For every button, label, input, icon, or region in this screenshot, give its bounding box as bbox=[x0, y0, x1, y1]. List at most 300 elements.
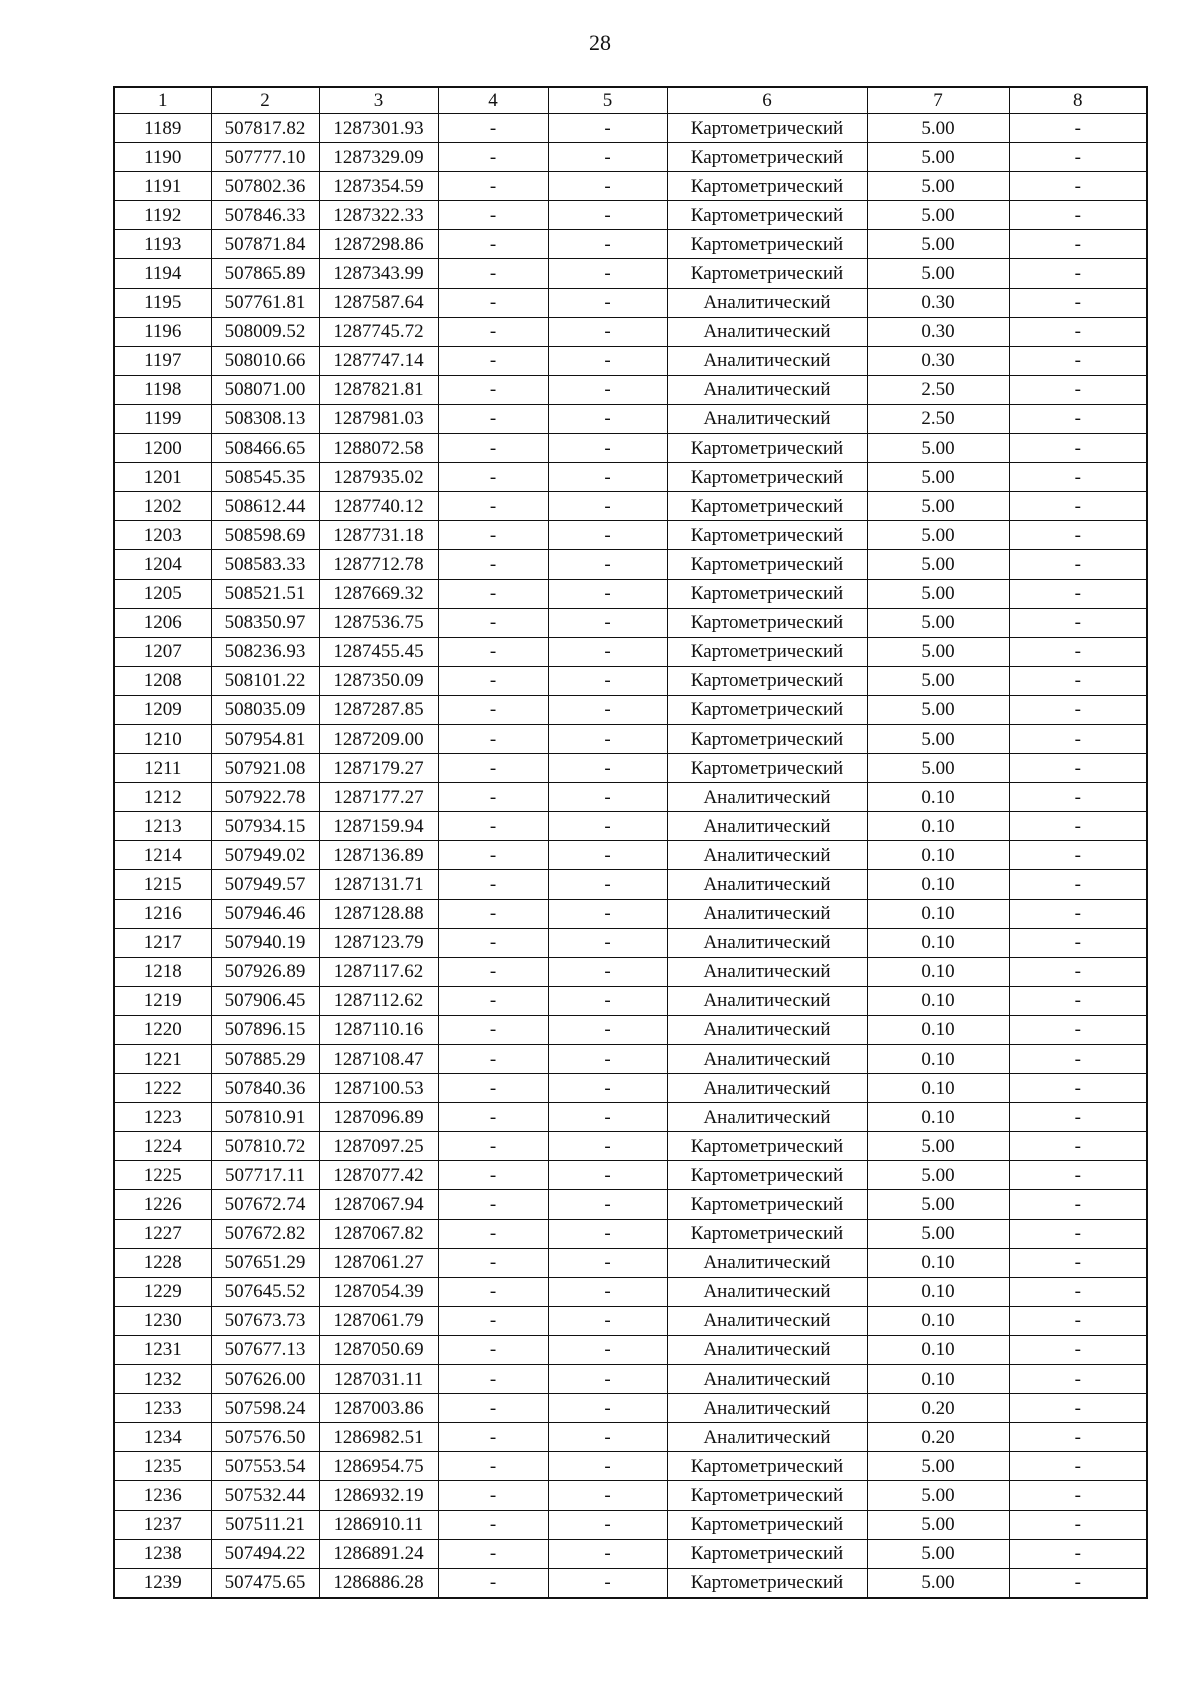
point-number-cell: 1231 bbox=[114, 1335, 211, 1364]
col4-cell: - bbox=[438, 1365, 548, 1394]
method-cell: Картометрический bbox=[667, 579, 867, 608]
col8-cell: - bbox=[1009, 521, 1147, 550]
col4-cell: - bbox=[438, 230, 548, 259]
column-header: 6 bbox=[667, 87, 867, 114]
x-coordinate-cell: 507494.22 bbox=[211, 1539, 319, 1568]
col8-cell: - bbox=[1009, 1335, 1147, 1364]
method-cell: Картометрический bbox=[667, 1568, 867, 1598]
point-number-cell: 1225 bbox=[114, 1161, 211, 1190]
col5-cell: - bbox=[548, 608, 667, 637]
col8-cell: - bbox=[1009, 1132, 1147, 1161]
col8-cell: - bbox=[1009, 172, 1147, 201]
table-row bbox=[114, 724, 1147, 753]
method-cell: Аналитический bbox=[667, 870, 867, 899]
y-coordinate-cell: 1287712.78 bbox=[319, 550, 438, 579]
y-coordinate-cell: 1287108.47 bbox=[319, 1045, 438, 1074]
x-coordinate-cell: 507906.45 bbox=[211, 986, 319, 1015]
accuracy-cell: 5.00 bbox=[867, 201, 1009, 230]
col4-cell: - bbox=[438, 317, 548, 346]
col8-cell: - bbox=[1009, 1277, 1147, 1306]
point-number-cell: 1198 bbox=[114, 375, 211, 404]
table-row bbox=[114, 812, 1147, 841]
point-number-cell: 1191 bbox=[114, 172, 211, 201]
col8-cell: - bbox=[1009, 957, 1147, 986]
accuracy-cell: 5.00 bbox=[867, 724, 1009, 753]
col5-cell: - bbox=[548, 1074, 667, 1103]
point-number-cell: 1199 bbox=[114, 404, 211, 433]
col5-cell: - bbox=[548, 841, 667, 870]
point-number-cell: 1205 bbox=[114, 579, 211, 608]
col5-cell: - bbox=[548, 783, 667, 812]
col8-cell: - bbox=[1009, 404, 1147, 433]
accuracy-cell: 0.30 bbox=[867, 346, 1009, 375]
x-coordinate-cell: 508010.66 bbox=[211, 346, 319, 375]
method-cell: Аналитический bbox=[667, 1277, 867, 1306]
point-number-cell: 1209 bbox=[114, 695, 211, 724]
point-number-cell: 1235 bbox=[114, 1452, 211, 1481]
method-cell: Картометрический bbox=[667, 754, 867, 783]
method-cell: Аналитический bbox=[667, 1394, 867, 1423]
x-coordinate-cell: 507810.91 bbox=[211, 1103, 319, 1132]
col4-cell: - bbox=[438, 1452, 548, 1481]
col4-cell: - bbox=[438, 550, 548, 579]
accuracy-cell: 0.10 bbox=[867, 986, 1009, 1015]
x-coordinate-cell: 507672.74 bbox=[211, 1190, 319, 1219]
y-coordinate-cell: 1287077.42 bbox=[319, 1161, 438, 1190]
col8-cell: - bbox=[1009, 1452, 1147, 1481]
col4-cell: - bbox=[438, 492, 548, 521]
col5-cell: - bbox=[548, 201, 667, 230]
col8-cell: - bbox=[1009, 114, 1147, 143]
method-cell: Картометрический bbox=[667, 143, 867, 172]
table-row bbox=[114, 1306, 1147, 1335]
col8-cell: - bbox=[1009, 1568, 1147, 1598]
accuracy-cell: 5.00 bbox=[867, 1481, 1009, 1510]
x-coordinate-cell: 507511.21 bbox=[211, 1510, 319, 1539]
y-coordinate-cell: 1286954.75 bbox=[319, 1452, 438, 1481]
col5-cell: - bbox=[548, 288, 667, 317]
y-coordinate-cell: 1287354.59 bbox=[319, 172, 438, 201]
col4-cell: - bbox=[438, 375, 548, 404]
point-number-cell: 1218 bbox=[114, 957, 211, 986]
col8-cell: - bbox=[1009, 1161, 1147, 1190]
method-cell: Аналитический bbox=[667, 1015, 867, 1044]
point-number-cell: 1211 bbox=[114, 754, 211, 783]
point-number-cell: 1226 bbox=[114, 1190, 211, 1219]
point-number-cell: 1223 bbox=[114, 1103, 211, 1132]
col8-cell: - bbox=[1009, 754, 1147, 783]
table-row bbox=[114, 608, 1147, 637]
method-cell: Картометрический bbox=[667, 637, 867, 666]
col4-cell: - bbox=[438, 1045, 548, 1074]
col4-cell: - bbox=[438, 1219, 548, 1248]
point-number-cell: 1189 bbox=[114, 114, 211, 143]
col5-cell: - bbox=[548, 1539, 667, 1568]
x-coordinate-cell: 507949.57 bbox=[211, 870, 319, 899]
table-row bbox=[114, 114, 1147, 143]
method-cell: Аналитический bbox=[667, 957, 867, 986]
col5-cell: - bbox=[548, 1015, 667, 1044]
accuracy-cell: 0.10 bbox=[867, 1103, 1009, 1132]
method-cell: Картометрический bbox=[667, 695, 867, 724]
col5-cell: - bbox=[548, 317, 667, 346]
col5-cell: - bbox=[548, 1248, 667, 1277]
method-cell: Аналитический bbox=[667, 812, 867, 841]
table-row bbox=[114, 404, 1147, 433]
point-number-cell: 1229 bbox=[114, 1277, 211, 1306]
col5-cell: - bbox=[548, 463, 667, 492]
col5-cell: - bbox=[548, 404, 667, 433]
table-row bbox=[114, 1423, 1147, 1452]
col5-cell: - bbox=[548, 1568, 667, 1598]
column-header: 4 bbox=[438, 87, 548, 114]
accuracy-cell: 5.00 bbox=[867, 1539, 1009, 1568]
table-row bbox=[114, 1015, 1147, 1044]
col5-cell: - bbox=[548, 899, 667, 928]
col4-cell: - bbox=[438, 1190, 548, 1219]
point-number-cell: 1194 bbox=[114, 259, 211, 288]
point-number-cell: 1203 bbox=[114, 521, 211, 550]
table-row bbox=[114, 463, 1147, 492]
y-coordinate-cell: 1287123.79 bbox=[319, 928, 438, 957]
y-coordinate-cell: 1287067.94 bbox=[319, 1190, 438, 1219]
y-coordinate-cell: 1287298.86 bbox=[319, 230, 438, 259]
col5-cell: - bbox=[548, 259, 667, 288]
x-coordinate-cell: 507949.02 bbox=[211, 841, 319, 870]
point-number-cell: 1233 bbox=[114, 1394, 211, 1423]
col4-cell: - bbox=[438, 1248, 548, 1277]
accuracy-cell: 5.00 bbox=[867, 1219, 1009, 1248]
point-number-cell: 1238 bbox=[114, 1539, 211, 1568]
y-coordinate-cell: 1287536.75 bbox=[319, 608, 438, 637]
method-cell: Аналитический bbox=[667, 288, 867, 317]
method-cell: Аналитический bbox=[667, 375, 867, 404]
col5-cell: - bbox=[548, 1277, 667, 1306]
col8-cell: - bbox=[1009, 1510, 1147, 1539]
y-coordinate-cell: 1287287.85 bbox=[319, 695, 438, 724]
col4-cell: - bbox=[438, 288, 548, 317]
point-number-cell: 1219 bbox=[114, 986, 211, 1015]
col4-cell: - bbox=[438, 986, 548, 1015]
table-row bbox=[114, 1510, 1147, 1539]
table-row bbox=[114, 317, 1147, 346]
x-coordinate-cell: 507475.65 bbox=[211, 1568, 319, 1598]
y-coordinate-cell: 1287131.71 bbox=[319, 870, 438, 899]
table-row bbox=[114, 928, 1147, 957]
method-cell: Картометрический bbox=[667, 1539, 867, 1568]
table-row bbox=[114, 1248, 1147, 1277]
table-row bbox=[114, 1219, 1147, 1248]
accuracy-cell: 0.10 bbox=[867, 957, 1009, 986]
y-coordinate-cell: 1286932.19 bbox=[319, 1481, 438, 1510]
accuracy-cell: 0.10 bbox=[867, 841, 1009, 870]
x-coordinate-cell: 507553.54 bbox=[211, 1452, 319, 1481]
point-number-cell: 1236 bbox=[114, 1481, 211, 1510]
y-coordinate-cell: 1287110.16 bbox=[319, 1015, 438, 1044]
x-coordinate-cell: 508583.33 bbox=[211, 550, 319, 579]
col5-cell: - bbox=[548, 1306, 667, 1335]
col8-cell: - bbox=[1009, 201, 1147, 230]
col8-cell: - bbox=[1009, 608, 1147, 637]
accuracy-cell: 0.30 bbox=[867, 317, 1009, 346]
point-number-cell: 1190 bbox=[114, 143, 211, 172]
col5-cell: - bbox=[548, 1510, 667, 1539]
col5-cell: - bbox=[548, 579, 667, 608]
col5-cell: - bbox=[548, 1423, 667, 1452]
accuracy-cell: 5.00 bbox=[867, 434, 1009, 463]
point-number-cell: 1207 bbox=[114, 637, 211, 666]
col4-cell: - bbox=[438, 1277, 548, 1306]
accuracy-cell: 5.00 bbox=[867, 114, 1009, 143]
table-row bbox=[114, 172, 1147, 201]
page-number: 28 bbox=[589, 30, 611, 55]
table-row bbox=[114, 1365, 1147, 1394]
col5-cell: - bbox=[548, 346, 667, 375]
point-number-cell: 1216 bbox=[114, 899, 211, 928]
col8-cell: - bbox=[1009, 550, 1147, 579]
col4-cell: - bbox=[438, 143, 548, 172]
method-cell: Аналитический bbox=[667, 899, 867, 928]
col5-cell: - bbox=[548, 1103, 667, 1132]
x-coordinate-cell: 508521.51 bbox=[211, 579, 319, 608]
table-row bbox=[114, 986, 1147, 1015]
col4-cell: - bbox=[438, 579, 548, 608]
col8-cell: - bbox=[1009, 463, 1147, 492]
accuracy-cell: 5.00 bbox=[867, 608, 1009, 637]
accuracy-cell: 0.10 bbox=[867, 1248, 1009, 1277]
method-cell: Аналитический bbox=[667, 317, 867, 346]
y-coordinate-cell: 1287587.64 bbox=[319, 288, 438, 317]
table-row bbox=[114, 957, 1147, 986]
col4-cell: - bbox=[438, 1015, 548, 1044]
col8-cell: - bbox=[1009, 288, 1147, 317]
x-coordinate-cell: 507645.52 bbox=[211, 1277, 319, 1306]
x-coordinate-cell: 507865.89 bbox=[211, 259, 319, 288]
col5-cell: - bbox=[548, 375, 667, 404]
table-row bbox=[114, 666, 1147, 695]
y-coordinate-cell: 1287343.99 bbox=[319, 259, 438, 288]
col4-cell: - bbox=[438, 899, 548, 928]
y-coordinate-cell: 1287097.25 bbox=[319, 1132, 438, 1161]
method-cell: Аналитический bbox=[667, 783, 867, 812]
y-coordinate-cell: 1287050.69 bbox=[319, 1335, 438, 1364]
col8-cell: - bbox=[1009, 666, 1147, 695]
col4-cell: - bbox=[438, 695, 548, 724]
col4-cell: - bbox=[438, 841, 548, 870]
col4-cell: - bbox=[438, 1423, 548, 1452]
col8-cell: - bbox=[1009, 870, 1147, 899]
method-cell: Картометрический bbox=[667, 1190, 867, 1219]
col8-cell: - bbox=[1009, 230, 1147, 259]
x-coordinate-cell: 507672.82 bbox=[211, 1219, 319, 1248]
y-coordinate-cell: 1287061.27 bbox=[319, 1248, 438, 1277]
method-cell: Аналитический bbox=[667, 986, 867, 1015]
coordinates-table bbox=[113, 86, 1148, 1599]
x-coordinate-cell: 508071.00 bbox=[211, 375, 319, 404]
method-cell: Картометрический bbox=[667, 608, 867, 637]
table-row bbox=[114, 579, 1147, 608]
x-coordinate-cell: 507940.19 bbox=[211, 928, 319, 957]
x-coordinate-cell: 507921.08 bbox=[211, 754, 319, 783]
point-number-cell: 1204 bbox=[114, 550, 211, 579]
x-coordinate-cell: 507846.33 bbox=[211, 201, 319, 230]
col4-cell: - bbox=[438, 404, 548, 433]
x-coordinate-cell: 507946.46 bbox=[211, 899, 319, 928]
col5-cell: - bbox=[548, 143, 667, 172]
x-coordinate-cell: 507922.78 bbox=[211, 783, 319, 812]
col5-cell: - bbox=[548, 928, 667, 957]
table-row bbox=[114, 346, 1147, 375]
x-coordinate-cell: 507761.81 bbox=[211, 288, 319, 317]
y-coordinate-cell: 1287209.00 bbox=[319, 724, 438, 753]
method-cell: Аналитический bbox=[667, 1074, 867, 1103]
col5-cell: - bbox=[548, 1452, 667, 1481]
accuracy-cell: 5.00 bbox=[867, 1161, 1009, 1190]
method-cell: Картометрический bbox=[667, 172, 867, 201]
col5-cell: - bbox=[548, 695, 667, 724]
accuracy-cell: 5.00 bbox=[867, 666, 1009, 695]
method-cell: Картометрический bbox=[667, 201, 867, 230]
accuracy-cell: 0.10 bbox=[867, 1306, 1009, 1335]
point-number-cell: 1201 bbox=[114, 463, 211, 492]
table-row bbox=[114, 143, 1147, 172]
col5-cell: - bbox=[548, 637, 667, 666]
accuracy-cell: 5.00 bbox=[867, 521, 1009, 550]
table-row bbox=[114, 870, 1147, 899]
point-number-cell: 1232 bbox=[114, 1365, 211, 1394]
x-coordinate-cell: 507885.29 bbox=[211, 1045, 319, 1074]
method-cell: Картометрический bbox=[667, 1132, 867, 1161]
y-coordinate-cell: 1287350.09 bbox=[319, 666, 438, 695]
accuracy-cell: 0.10 bbox=[867, 1015, 1009, 1044]
col4-cell: - bbox=[438, 1539, 548, 1568]
point-number-cell: 1192 bbox=[114, 201, 211, 230]
x-coordinate-cell: 508308.13 bbox=[211, 404, 319, 433]
point-number-cell: 1202 bbox=[114, 492, 211, 521]
col4-cell: - bbox=[438, 637, 548, 666]
table-row bbox=[114, 434, 1147, 463]
point-number-cell: 1195 bbox=[114, 288, 211, 317]
point-number-cell: 1210 bbox=[114, 724, 211, 753]
col8-cell: - bbox=[1009, 695, 1147, 724]
y-coordinate-cell: 1287117.62 bbox=[319, 957, 438, 986]
y-coordinate-cell: 1287731.18 bbox=[319, 521, 438, 550]
point-number-cell: 1224 bbox=[114, 1132, 211, 1161]
col5-cell: - bbox=[548, 1365, 667, 1394]
x-coordinate-cell: 508236.93 bbox=[211, 637, 319, 666]
col8-cell: - bbox=[1009, 1481, 1147, 1510]
table-row bbox=[114, 1132, 1147, 1161]
col5-cell: - bbox=[548, 230, 667, 259]
y-coordinate-cell: 1287669.32 bbox=[319, 579, 438, 608]
accuracy-cell: 5.00 bbox=[867, 1190, 1009, 1219]
col4-cell: - bbox=[438, 1510, 548, 1539]
point-number-cell: 1230 bbox=[114, 1306, 211, 1335]
point-number-cell: 1214 bbox=[114, 841, 211, 870]
col4-cell: - bbox=[438, 957, 548, 986]
y-coordinate-cell: 1287179.27 bbox=[319, 754, 438, 783]
method-cell: Аналитический bbox=[667, 1103, 867, 1132]
col4-cell: - bbox=[438, 172, 548, 201]
y-coordinate-cell: 1287981.03 bbox=[319, 404, 438, 433]
x-coordinate-cell: 507576.50 bbox=[211, 1423, 319, 1452]
method-cell: Картометрический bbox=[667, 521, 867, 550]
x-coordinate-cell: 507954.81 bbox=[211, 724, 319, 753]
method-cell: Картометрический bbox=[667, 1161, 867, 1190]
point-number-cell: 1217 bbox=[114, 928, 211, 957]
table-row bbox=[114, 1481, 1147, 1510]
point-number-cell: 1197 bbox=[114, 346, 211, 375]
accuracy-cell: 5.00 bbox=[867, 1452, 1009, 1481]
col4-cell: - bbox=[438, 1074, 548, 1103]
point-number-cell: 1227 bbox=[114, 1219, 211, 1248]
table-row bbox=[114, 637, 1147, 666]
y-coordinate-cell: 1287329.09 bbox=[319, 143, 438, 172]
col8-cell: - bbox=[1009, 637, 1147, 666]
method-cell: Картометрический bbox=[667, 463, 867, 492]
col8-cell: - bbox=[1009, 143, 1147, 172]
col8-cell: - bbox=[1009, 1365, 1147, 1394]
y-coordinate-cell: 1287112.62 bbox=[319, 986, 438, 1015]
point-number-cell: 1237 bbox=[114, 1510, 211, 1539]
table-body bbox=[114, 114, 1147, 1598]
x-coordinate-cell: 507840.36 bbox=[211, 1074, 319, 1103]
accuracy-cell: 0.10 bbox=[867, 870, 1009, 899]
col8-cell: - bbox=[1009, 317, 1147, 346]
method-cell: Аналитический bbox=[667, 404, 867, 433]
accuracy-cell: 5.00 bbox=[867, 1132, 1009, 1161]
col5-cell: - bbox=[548, 1045, 667, 1074]
col5-cell: - bbox=[548, 550, 667, 579]
x-coordinate-cell: 507598.24 bbox=[211, 1394, 319, 1423]
point-number-cell: 1221 bbox=[114, 1045, 211, 1074]
table-row bbox=[114, 1190, 1147, 1219]
col4-cell: - bbox=[438, 870, 548, 899]
point-number-cell: 1228 bbox=[114, 1248, 211, 1277]
col5-cell: - bbox=[548, 1219, 667, 1248]
x-coordinate-cell: 508466.65 bbox=[211, 434, 319, 463]
accuracy-cell: 0.10 bbox=[867, 928, 1009, 957]
col5-cell: - bbox=[548, 1335, 667, 1364]
table-row bbox=[114, 550, 1147, 579]
col5-cell: - bbox=[548, 1481, 667, 1510]
col8-cell: - bbox=[1009, 346, 1147, 375]
col4-cell: - bbox=[438, 666, 548, 695]
col4-cell: - bbox=[438, 783, 548, 812]
table-row bbox=[114, 1103, 1147, 1132]
table-row bbox=[114, 201, 1147, 230]
table-row bbox=[114, 1568, 1147, 1598]
y-coordinate-cell: 1287096.89 bbox=[319, 1103, 438, 1132]
y-coordinate-cell: 1288072.58 bbox=[319, 434, 438, 463]
method-cell: Картометрический bbox=[667, 666, 867, 695]
column-header: 8 bbox=[1009, 87, 1147, 114]
y-coordinate-cell: 1287745.72 bbox=[319, 317, 438, 346]
x-coordinate-cell: 507871.84 bbox=[211, 230, 319, 259]
accuracy-cell: 5.00 bbox=[867, 550, 1009, 579]
y-coordinate-cell: 1287136.89 bbox=[319, 841, 438, 870]
col5-cell: - bbox=[548, 812, 667, 841]
point-number-cell: 1206 bbox=[114, 608, 211, 637]
table-row bbox=[114, 783, 1147, 812]
point-number-cell: 1212 bbox=[114, 783, 211, 812]
y-coordinate-cell: 1287128.88 bbox=[319, 899, 438, 928]
method-cell: Картометрический bbox=[667, 1481, 867, 1510]
column-header: 7 bbox=[867, 87, 1009, 114]
x-coordinate-cell: 508612.44 bbox=[211, 492, 319, 521]
x-coordinate-cell: 507677.13 bbox=[211, 1335, 319, 1364]
accuracy-cell: 0.10 bbox=[867, 1335, 1009, 1364]
